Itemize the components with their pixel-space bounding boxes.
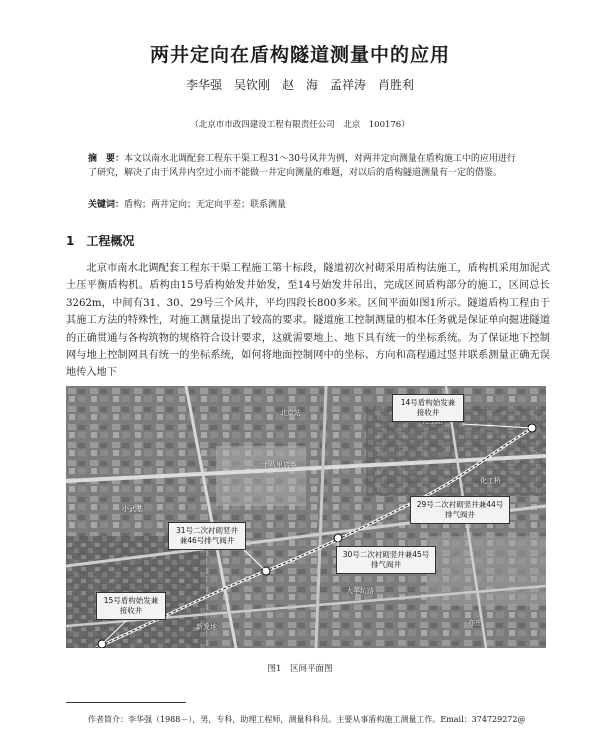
map-label: 亦庄 (468, 619, 482, 627)
abstract-label: 摘 要： (88, 154, 125, 164)
callout-shaft-31: 31号二次衬砌竖井兼46号排气阀井 (168, 522, 246, 550)
callout-shaft-30: 30号二次衬砌竖井兼45号排气阀井 (336, 546, 436, 574)
figure-map (66, 386, 546, 648)
map-label: 十八里店乡 (262, 461, 297, 469)
map-label: 化工桥 (480, 477, 501, 485)
keywords-text: 盾构；两井定向；无定向平差；联系测量 (124, 200, 287, 210)
callout-shaft-15: 15号盾构始发兼接收井 (96, 592, 166, 620)
section-heading (66, 232, 134, 249)
section-number: 1 (66, 234, 75, 248)
author-footnote: 作者简介：李华强（1988－），男，专科，助理工程师，测量科科员。主要从事盾构施工测量工作。Email：374729272@ (88, 715, 526, 724)
paper-title: 两井定向在盾构隧道测量中的应用 (149, 44, 450, 66)
abstract-text: 本文以南水北调配套工程东干渠工程31～30号风井为例，对两井定向测量在盾构施工中的应用进行了研究，解决了由于风井内空过小而不能做一井定向测量的难题，对以后的盾构隧道测量有一定的借鉴。 (88, 154, 516, 178)
abstract (88, 152, 518, 180)
figure-caption: 图1 区间平面图 (267, 664, 333, 674)
affiliation: （北京市市政四建设工程有限责任公司 北京 100176） (190, 120, 410, 130)
footnote-rule (66, 702, 186, 703)
map-label: 新发地 (196, 623, 217, 631)
map-label: 小武基 (122, 505, 143, 513)
keywords (88, 198, 518, 212)
author-list: 李华强 吴钦刚 赵 海 孟祥涛 肖胜利 (185, 78, 414, 92)
map-label: 大羊坊路 (346, 587, 374, 595)
callout-shaft-29: 29号二次衬砌竖井兼44号排气阀井 (410, 496, 510, 524)
keywords-label: 关键词： (88, 200, 125, 210)
callout-shaft-14: 14号盾构始发兼接收井 (392, 394, 464, 422)
section-paragraph: 北京市南水北调配套工程东干渠工程施工第十标段，隧道初次衬砌采用盾构法施工，盾构机采用加泥式土压平衡盾构机。盾构由15号盾构始发井始发，至14号始发井吊出，完成区间盾构部分的施工，区间总长3262m，中间有31、30、29号三个风井，平均四段长800多米。区间平面如图1所示。隧道盾构工程由于其施工方法的特殊性，对施工测量提出了较高的要求。隧道施工控制测量的根本任务就是保证单向掘进隧道的正确贯通与各构筑物的规格符合设计要求，这就需要地上、地下具有统一的坐标系统。为了保证地下控制网与地上控制网具有统一的坐标系统，如何将地面控制网中的坐标、方向和高程通过竖井联系测量正确无误地传入地下 (66, 263, 550, 379)
section-title: 工程概况 (86, 234, 135, 248)
map-label: 北京站 (280, 409, 301, 417)
